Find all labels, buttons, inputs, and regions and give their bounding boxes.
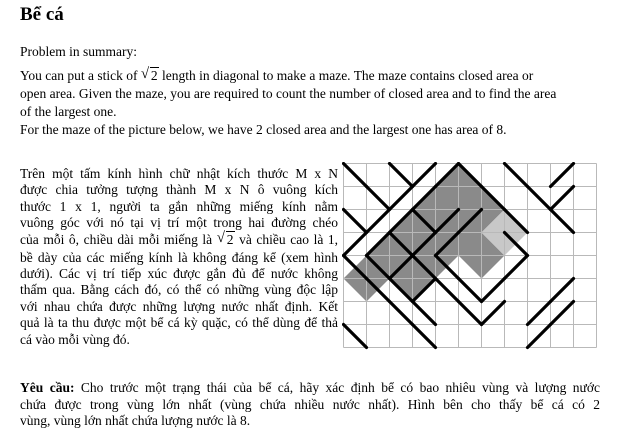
english-line-1: [20, 68, 533, 84]
glass-wall: [344, 325, 367, 348]
requirement-paragraph: [20, 380, 600, 430]
glass-wall: [436, 279, 459, 302]
req-line-1: [20, 380, 600, 397]
glass-wall: [528, 302, 551, 325]
glass-wall: [459, 279, 482, 302]
glass-wall: [551, 187, 574, 210]
radical-sign: √: [216, 229, 225, 246]
vi-line: với nhau chứa được những lượng nước nhất định. Kết: [20, 298, 338, 314]
glass-wall: [551, 302, 574, 325]
vi-line: bề dày của các miếng kính là không đáng kể (xem hình: [20, 249, 338, 265]
glass-wall: [482, 302, 505, 325]
glass-wall: [390, 302, 413, 325]
page-title: Bể cá: [20, 4, 64, 25]
glass-wall: [413, 325, 436, 348]
glass-wall: [551, 279, 574, 302]
req-line-1-text: Cho trước một trạng thái của bể cá, hãy xác định bể có bao nhiêu vùng và lượng nước: [80, 380, 601, 395]
english-line-3: of the largest one.: [20, 104, 117, 119]
glass-wall: [551, 210, 574, 233]
summary-heading: Problem in summary:: [20, 44, 137, 59]
vi-line: cá vào mỗi vùng đó.: [20, 331, 130, 347]
english-line-1-pre: You can put a stick of: [20, 68, 138, 83]
vi-line-5-post: và chiều cao là 1,: [239, 231, 339, 247]
glass-wall: [528, 325, 551, 348]
glass-wall: [344, 210, 367, 233]
glass-wall: [390, 164, 413, 187]
vi-line: được chia tưởng tượng thành M x N ô vuông kích: [20, 182, 338, 198]
vi-line: vuông góc với nó tại vị trí một trong hai đường chéo: [20, 215, 338, 231]
sqrt-argument: 2: [226, 231, 234, 247]
req-line-3: vùng, vùng lớn nhất chứa lượng nước là 8.: [20, 413, 251, 428]
glass-wall: [459, 302, 482, 325]
vi-line: thước 1 x 1, người ta gắn những miếng kính nằm: [20, 198, 338, 214]
fish-tank-maze-figure: [342, 162, 599, 350]
glass-wall: [413, 164, 436, 187]
glass-wall: [390, 187, 413, 210]
glass-wall: [367, 210, 390, 233]
glass-wall: [344, 164, 367, 187]
sqrt-symbol: [216, 229, 235, 248]
vietnamese-description: [20, 166, 338, 348]
radical-sign: √: [140, 66, 150, 82]
glass-wall: [367, 187, 390, 210]
vi-line: dưới). Các vị trí tiếp xúc được gắn đủ để nước không: [20, 265, 338, 281]
english-line-2: open area. Given the maze, you are required to count the number of closed area and to find the area: [20, 86, 557, 101]
vi-line: Trên một tấm kính hình chữ nhật kích thước M x N: [20, 166, 338, 181]
sqrt-symbol: [141, 68, 159, 84]
glass-wall: [528, 187, 551, 210]
english-line-4: For the maze of the picture below, we have 2 closed area and the largest one has area of 8.: [20, 122, 507, 137]
vi-line: quả là ta thu được một bể cá kỳ quặc, có thể dùng để thả: [20, 315, 338, 331]
req-line-2: chứa được trong vùng lớn nhất (vùng chứa nhiều nước nhất). Hình bên cho thấy bể cá có 2: [20, 396, 600, 412]
glass-wall: [505, 256, 528, 279]
vi-line: thấm qua. Bằng cách đó, có thể có những vùng độc lập: [20, 282, 338, 298]
glass-wall: [413, 302, 436, 325]
vi-line-5-pre: của mỗi ô, chiều dài mỗi miếng là: [20, 231, 213, 247]
sqrt-argument: 2: [150, 68, 158, 83]
req-label: Yêu cầu:: [20, 380, 75, 395]
english-line-1-post: length in diagonal to make a maze. The maze contains closed area or: [162, 68, 534, 83]
glass-wall: [505, 164, 528, 187]
glass-wall: [551, 164, 574, 187]
glass-wall: [482, 279, 505, 302]
glass-wall: [344, 233, 367, 256]
vi-line-sqrt: [20, 229, 339, 250]
